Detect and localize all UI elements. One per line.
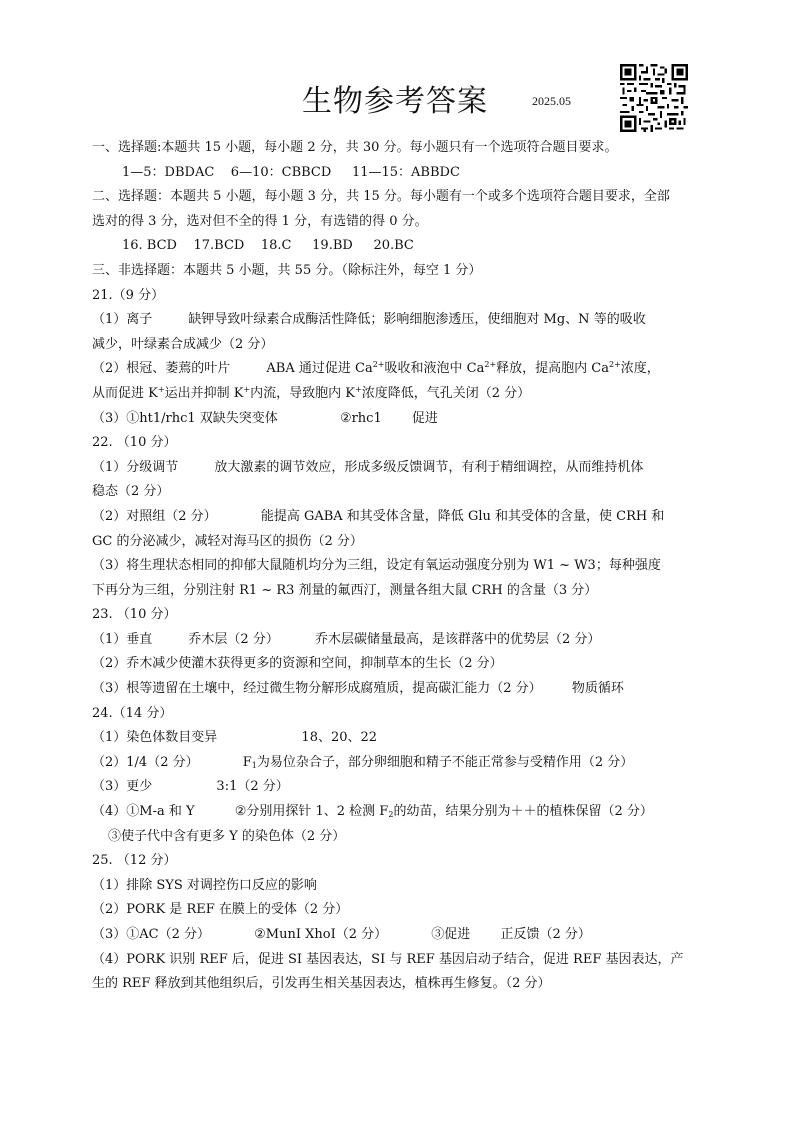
q21-part2-text: 浓度，: [620, 361, 660, 377]
section-2-heading-line1: 二、选择题：本题共 5 小题，每小题 3 分，共 15 分。每小题有一个或多个选项符合题目要求，全部: [92, 189, 670, 205]
k-superscript: +: [354, 384, 362, 394]
q21-part1-answer-b: 缺钾导致叶绿素合成酶活性降低；影响细胞渗透压，使细胞对 Mg、N 等的吸收: [188, 312, 646, 328]
answer-content: [92, 136, 702, 997]
q23-part1-answer-b: 乔木层（2 分）: [188, 631, 279, 647]
q24-part4-line1: [92, 800, 702, 825]
section-1-heading: 一、选择题:本题共 15 小题，每小题 2 分，共 30 分。每小题只有一个选项符合题目要求。: [92, 140, 618, 155]
q21-part1-answer-a: （1）离子: [92, 312, 153, 328]
q22-part2-answer-a: （2）对照组（2 分）: [92, 508, 217, 524]
q22-part3-line2: 下再分为三组，分别注射 R1 ~ R3 剂量的氟西汀，测量各组大鼠 CRH 的含量（3 分）: [92, 582, 598, 598]
q22-part1-line2: 稳态（2 分）: [92, 484, 170, 500]
qr-code-icon: [620, 64, 688, 132]
q21-heading: 21.（9 分）: [92, 287, 165, 303]
q22-part1-answer-b: 放大激素的调节效应，形成多级反馈调节，有利于精细调控，从而维持机体: [214, 459, 644, 475]
q22-heading: 22. （10 分）: [92, 435, 177, 451]
q22-part2-line1: [92, 505, 702, 530]
q21-part2-text: 浓度降低，气孔关闭（2 分）: [361, 385, 531, 401]
q25-heading: 25. （12 分）: [92, 853, 177, 869]
q24-part4-text: 的幼苗，结果分别为＋＋的植株保留（2 分）: [393, 804, 653, 820]
q25-part2: （2）PORK 是 REF 在膜上的受体（2 分）: [92, 902, 349, 918]
q23-part3-answer-a: （3）根等遗留在土壤中，经过微生物分解形成腐殖质，提高碳汇能力（2 分）: [92, 681, 542, 697]
page-title: 生物参考答案: [302, 84, 488, 119]
q22-part1-line1: [92, 456, 702, 481]
q21-part3: [92, 407, 702, 432]
k-superscript: +: [243, 384, 251, 394]
q23-part3-answer-b: 物质循环: [571, 681, 624, 697]
q24-part1: [92, 726, 702, 751]
q24-part2-answer-a: （2）1/4（2 分）: [92, 754, 199, 770]
q21-part3-answer-b: ②rhc1: [339, 410, 382, 426]
q21-part2-text: 释放，提高胞内 Ca: [496, 361, 609, 377]
section-3-heading: 三、非选择题：本题共 5 小题，共 55 分。（除标注外，每空 1 分）: [92, 262, 482, 278]
q24-part2: [92, 751, 702, 776]
q25-part3-answer-d: 正反馈（2 分）: [500, 927, 591, 942]
q25-part3-answer-b: ②MunI XhoI（2 分）: [254, 927, 388, 942]
q24-part3-answer-b: 3:1（2 分）: [216, 779, 289, 795]
q25-part1: （1）排除 SYS 对调控伤口反应的影响: [92, 877, 317, 893]
f2-subscript: 2: [388, 810, 394, 820]
q24-part3: [92, 775, 702, 800]
q24-part4-text: ②分别用探针 1、2 检测 F: [234, 804, 389, 820]
q25-part3-answer-a: （3）①AC（2 分）: [92, 927, 211, 942]
k-superscript: +: [157, 384, 165, 394]
q25-part4-line2: 生的 REF 释放到其他组织后，引发再生相关基因表达，植株再生修复。（2 分）: [92, 976, 551, 992]
q21-part2-text: ABA 通过促进 Ca: [266, 361, 373, 377]
q22-part1-answer-a: （1）分级调节: [92, 459, 179, 475]
q21-part1-line1: [92, 308, 702, 333]
f1-subscript: 1: [251, 760, 257, 770]
section-2-answers: 16. BCD 17.BCD 18.C 19.BD 20.BC: [122, 238, 414, 254]
q23-part1-answer-a: （1）垂直: [92, 631, 153, 647]
q21-part2-text: 吸收和液泡中 Ca: [384, 361, 485, 377]
ca-superscript: 2+: [372, 360, 385, 370]
q22-part2-line2: GC 的分泌减少，减轻对海马区的损伤（2 分）: [92, 533, 363, 549]
q25-part3-answer-c: ③促进: [431, 927, 471, 942]
q21-part2-text: 从而促进 K: [92, 385, 158, 401]
q24-part4-answer-a: （4）①M-a 和 Y: [92, 804, 195, 820]
q21-part2-answer-a: （2）根冠、萎蔫的叶片: [92, 361, 231, 377]
q23-part3: [92, 677, 702, 702]
q21-part2-line2: [92, 382, 702, 407]
q25-part3: [92, 923, 702, 948]
q24-part2-text: 为易位杂合子，部分卵细胞和精子不能正常参与受精作用（2 分）: [256, 754, 634, 770]
q21-part1-line2: 减少，叶绿素合成减少（2 分）: [92, 336, 274, 352]
date-label: 2025.05: [532, 94, 571, 108]
q21-part2-text: 内流，导致胞内 K: [250, 385, 355, 401]
section-1-answers: 1—5：DBDAC 6—10：CBBCD 11—15：ABBDC: [122, 164, 460, 180]
q24-part1-answer-a: （1）染色体数目变异: [92, 730, 218, 746]
q24-part3-answer-a: （3）更少: [92, 779, 153, 795]
q24-part4-line2: ③使子代中含有更多 Y 的染色体（2 分）: [108, 828, 346, 844]
q23-part1-answer-c: 乔木层碳储量最高，是该群落中的优势层（2 分）: [314, 631, 601, 647]
q21-part2-text: 运出并抑制 K: [164, 385, 244, 401]
q25-part4-line1: （4）PORK 识别 REF 后，促进 SI 基因表达，SI 与 REF 基因启动子结合，促进 REF 基因表达，产: [92, 951, 684, 967]
section-2-heading-line2: 选对的得 3 分，选对但不全的得 1 分，有选错的得 0 分。: [92, 213, 428, 229]
q21-part2-line1: [92, 357, 702, 382]
q21-part3-answer-a: （3）①ht1/rhc1 双缺失突变体: [92, 410, 278, 426]
q23-part1: [92, 628, 702, 653]
ca-superscript: 2+: [484, 360, 497, 370]
q21-part3-answer-c: 促进: [411, 410, 438, 426]
q24-part2-text: F: [242, 754, 252, 770]
q23-heading: 23. （10 分）: [92, 607, 177, 623]
ca-superscript: 2+: [609, 360, 621, 370]
q23-part2: （2）乔木减少使灌木获得更多的资源和空间，抑制草本的生长（2 分）: [92, 656, 503, 672]
q22-part3-line1: （3）将生理状态相同的抑郁大鼠随机均分为三组，设定有氧运动强度分别为 W1 ~ W3；每种强度: [92, 558, 661, 574]
q22-part2-answer-b: 能提高 GABA 和其受体含量，降低 Glu 和其受体的含量，使 CRH 和: [260, 508, 665, 524]
q24-part1-answer-b: 18、20、22: [301, 730, 378, 746]
q24-heading: 24.（14 分）: [92, 705, 173, 721]
